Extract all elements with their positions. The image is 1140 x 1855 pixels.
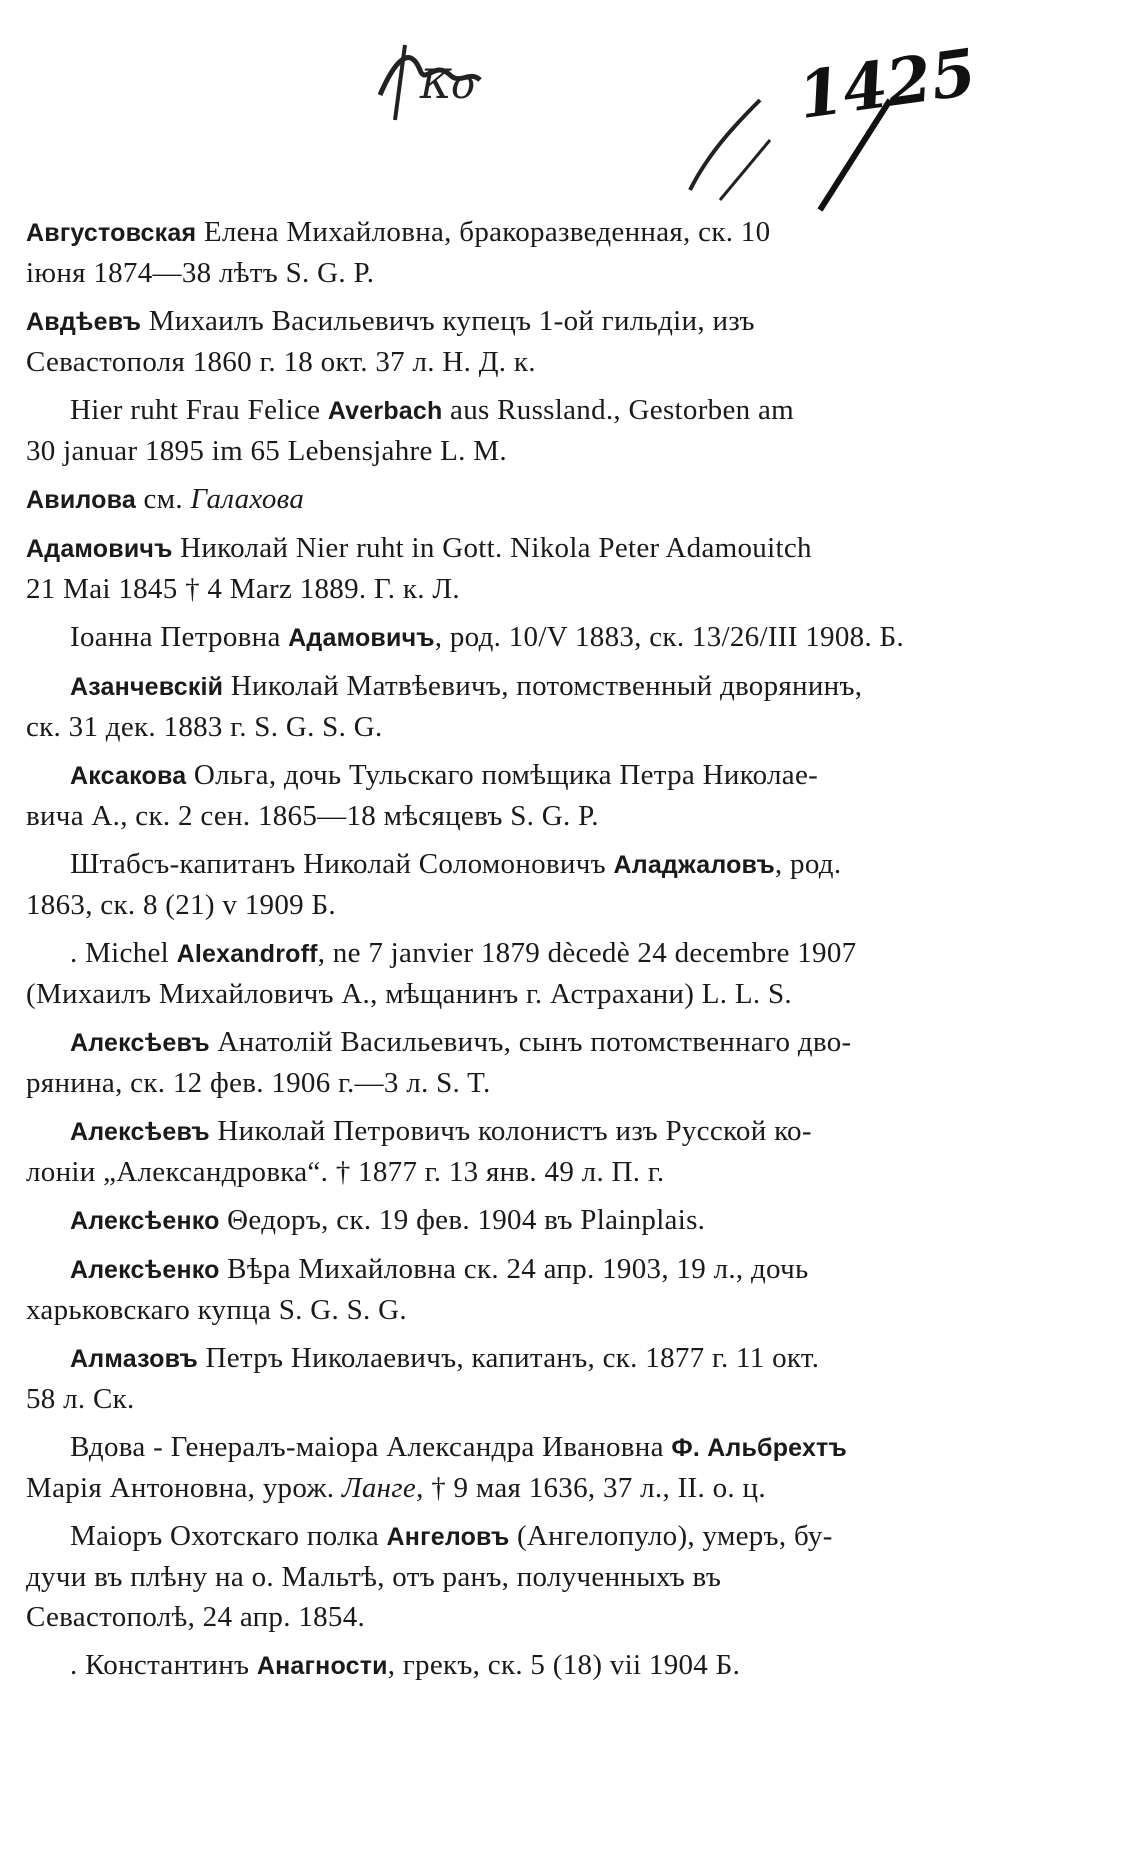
entry-text: Hier ruht Frau Felice [70,394,328,426]
entry-text: вича А., ск. 2 сен. 1865—18 мѣсяцевъ S. G. P. [26,800,599,832]
entry-text: 30 januar 1895 im 65 Lebensjahre L. M. [26,435,507,467]
entry-line [26,974,1006,1014]
entry-line [26,1379,1006,1419]
entry-text: , грекъ, ск. 5 (18) vii 1904 Б. [387,1649,741,1681]
entry-line [26,844,1006,885]
entries-list [26,212,1006,1694]
entry-text: , ne 7 janvier 1879 dècedè 24 decembre 1907 [317,937,857,969]
entry-line [26,301,1006,342]
entry [26,479,1006,520]
entry-text: іюня 1874—38 лѣтъ S. G. P. [26,257,375,289]
entry-text: , род. 10/V 1883, ск. 13/26/III 1908. Б. [434,621,905,653]
entry-line [26,1427,1006,1468]
entry-line [26,796,1006,836]
entry-text: Николай Матвѣевичъ, потомственный дворянинъ, [223,670,863,702]
surname: Алексѣевъ [70,1029,210,1057]
stamp-number-text: 1425 [793,35,981,135]
entry-line [26,528,1006,569]
entry-line [26,617,1006,658]
surname: Августовская [26,219,197,247]
entry-line [26,666,1006,707]
surname: Азанчевскій [70,673,224,701]
entry-text: Маіоръ Охотскаго полка [70,1520,387,1552]
surname: Алексѣенко [70,1207,220,1235]
entry-line [26,885,1006,925]
entry-text: Николай Петровичъ колонистъ изъ Русской ко- [209,1115,812,1147]
entry [26,1022,1006,1103]
entry-line [26,212,1006,253]
entry-text: Ланге [341,1472,417,1504]
entry-text: Николай Nier ruht in Gott. Nikola Peter Adamouitch [172,532,812,564]
entry-text: Анатолій Васильевичъ, сынъ потомственнаго дво- [209,1026,852,1058]
entry [26,1516,1006,1637]
entry-text: Ольга, дочь Тульскаго помѣщика Петра Николае- [186,759,819,791]
entry-text: Θедоръ, ск. 19 фев. 1904 въ Plainplais. [219,1204,706,1236]
entry-line [26,342,1006,382]
stamp-number [780,20,981,220]
entry-text: Штабсъ-капитанъ Николай Соломоновичъ [70,848,614,880]
entry-line [26,1152,1006,1192]
entry-text: дучи въ плѣну на о. Мальтѣ, отъ ранъ, полученныхъ въ [26,1561,722,1593]
surname: Алексѣевъ [70,1118,210,1146]
entry [26,844,1006,925]
surname: Алмазовъ [70,1345,198,1373]
entry-line [26,479,1006,520]
entry [26,1338,1006,1419]
entry-text: Марія Антоновна, урож. [26,1472,342,1504]
entry [26,617,1006,658]
entry-text: Севастополѣ, 24 апр. 1854. [26,1601,366,1633]
surname: Адамовичъ [288,624,435,652]
surname: Адамовичъ [26,535,173,563]
entry-text: Елена Михайловна, бракоразведенная, ск. 10 [196,216,771,248]
entry-text: Іоанна Петровна [70,621,289,653]
entry [26,528,1006,609]
entry-line [26,1249,1006,1290]
entry-text: Севастополя 1860 г. 18 окт. 37 л. Н. Д. к. [26,346,536,378]
entry-line [26,1111,1006,1152]
entry-line [26,707,1006,747]
entry-text: см. [135,483,191,515]
surname: Авилова [26,486,136,514]
entry-line [26,1516,1006,1557]
surname: Ангеловъ [386,1523,510,1551]
entry [26,1111,1006,1192]
entry-text: . Константинъ [70,1649,257,1681]
entry-text: (Ангелопуло), умеръ, бу- [509,1520,833,1552]
surname: Алексѣенко [70,1256,220,1284]
surname: Alexandroff [176,940,318,968]
surname: Авдѣевъ [26,308,142,336]
entry-text: 1863, ск. 8 (21) v 1909 Б. [26,889,336,921]
entry-line [26,253,1006,293]
entry-line [26,1338,1006,1379]
entry-text: рянина, ск. 12 фев. 1906 г.—3 л. S. T. [26,1067,491,1099]
entry-line [26,755,1006,796]
scribble-text: Ко [420,62,476,108]
entry-line [26,569,1006,609]
entry-text: . Michel [70,937,177,969]
surname: Аксакова [70,762,187,790]
surname: Аладжаловъ [613,851,775,879]
entry [26,301,1006,382]
entry-text: харьковскаго купца S. G. S. G. [26,1294,407,1326]
surname: Averbach [327,397,443,425]
entry-text: лоніи „Александровка“. † 1877 г. 13 янв. 49 л. П. г. [26,1156,665,1188]
entry [26,390,1006,471]
entry-line [26,933,1006,974]
entry-line [26,431,1006,471]
entry-text: aus Russland., Gestorben am [442,394,794,426]
entry [26,1427,1006,1508]
entry-line [26,390,1006,431]
entry-text: Вдова - Генералъ-маіора Александра Ивановна [70,1431,672,1463]
entry-text: 21 Mai 1845 † 4 Marz 1889. Г. к. Л. [26,573,460,605]
entry [26,1249,1006,1330]
entry-line [26,1063,1006,1103]
entry-text: 58 л. Ск. [26,1383,135,1415]
surname: Ф. Альбрехтъ [671,1434,847,1462]
entry-text: Михаилъ Васильевичъ купецъ 1-ой гильдіи, изъ [141,305,755,337]
entry-line [26,1290,1006,1330]
entry [26,1645,1006,1686]
entry-line [26,1468,1006,1508]
surname: Анагности [256,1652,388,1680]
entry-text: , род. [774,848,842,880]
entry-line [26,1597,1006,1637]
entry [26,666,1006,747]
entry [26,212,1006,293]
entry-text: Петръ Николаевичъ, капитанъ, ск. 1877 г. 11 окт. [197,1342,820,1374]
entry-text: Галахова [190,483,305,515]
entry [26,933,1006,1014]
entry-text: (Михаилъ Михайловичъ А., мѣщанинъ г. Астрахани) L. L. S. [26,978,792,1010]
entry-text: ск. 31 дек. 1883 г. S. G. S. G. [26,711,383,743]
entry [26,1200,1006,1241]
entry-text: , † 9 мая 1636, 37 л., II. о. ц. [416,1472,766,1504]
entry-line [26,1200,1006,1241]
entry-text: Вѣра Михайловна ск. 24 апр. 1903, 19 л., дочь [219,1253,809,1285]
entry-line [26,1557,1006,1597]
entry-line [26,1022,1006,1063]
entry [26,755,1006,836]
entry-line [26,1645,1006,1686]
